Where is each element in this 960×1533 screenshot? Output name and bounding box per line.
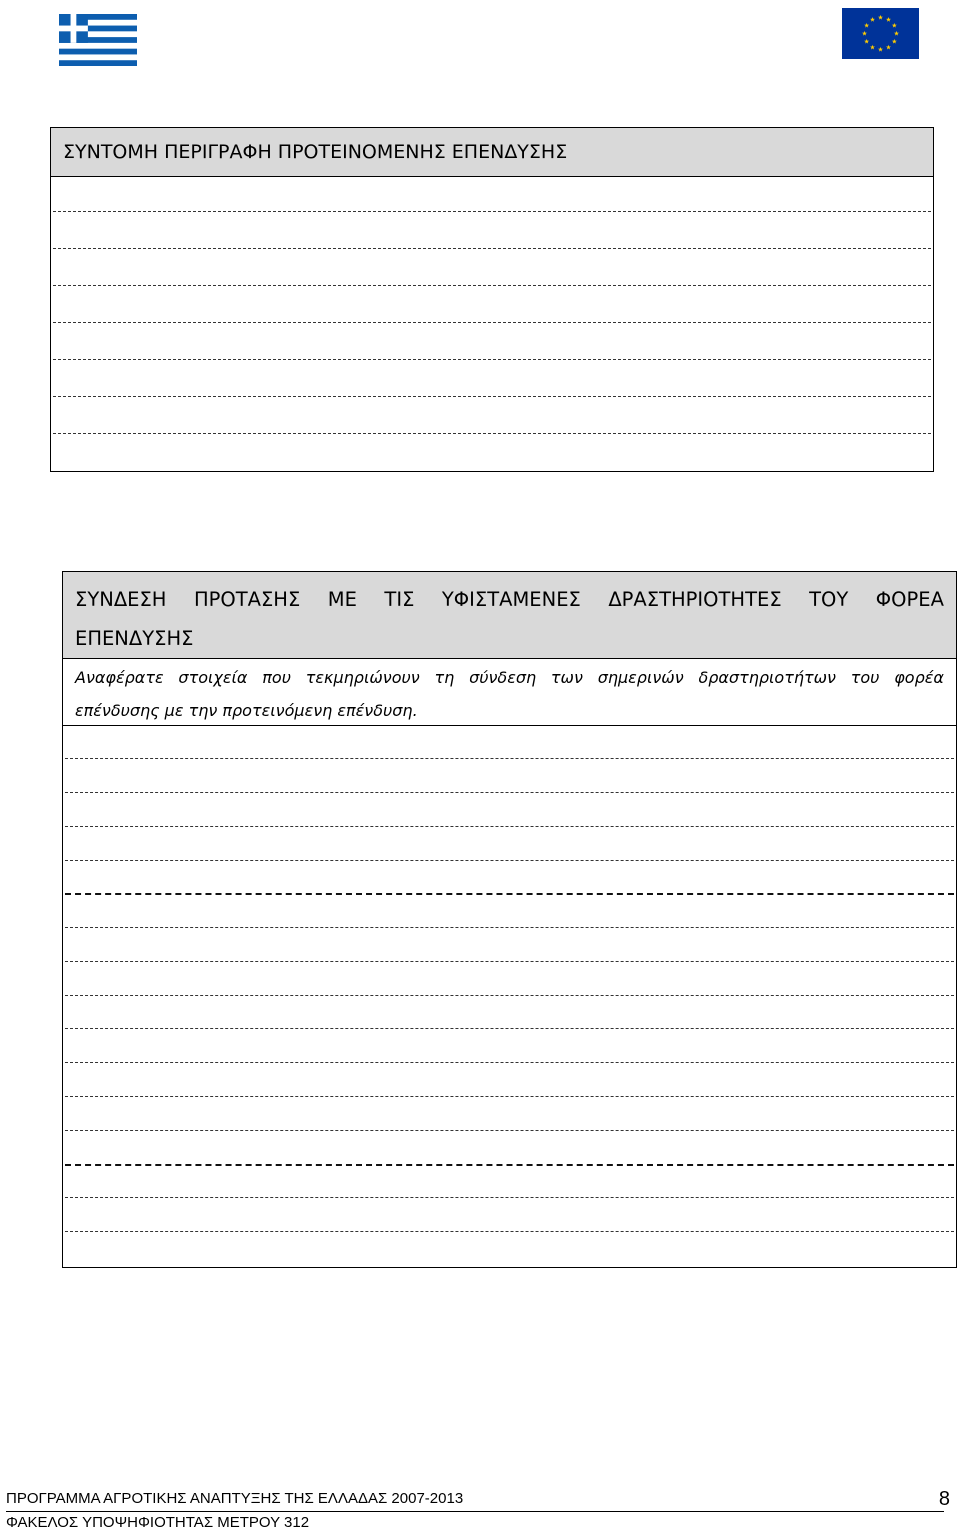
answer-line: [65, 961, 954, 962]
answer-line: [53, 359, 931, 360]
activities-connection-instruction: [63, 659, 956, 726]
answer-line: [65, 860, 954, 861]
investment-description-section: [50, 127, 934, 472]
activities-connection-section: [62, 571, 957, 1268]
footer-file: ΦΑΚΕΛΟΣ ΥΠΟΨΗΦΙΟΤΗΤΑΣ ΜΕΤΡΟΥ 312: [6, 1514, 310, 1531]
answer-line: [65, 893, 954, 895]
answer-line: [53, 396, 931, 397]
answer-line: [65, 995, 954, 996]
answer-line: [65, 1096, 954, 1097]
answer-line: [53, 248, 931, 249]
answer-line: [65, 758, 954, 759]
answer-line: [65, 792, 954, 793]
instruction-line2: επένδυσης με την προτεινόμενη επένδυση.: [75, 701, 418, 720]
answer-line: [65, 1231, 954, 1232]
answer-line: [53, 211, 931, 212]
instruction-line1: Αναφέρατε στοιχεία που τεκμηριώνουν τη σύνδεση των σημερινών δραστηριοτήτων του φορέα: [75, 668, 944, 687]
answer-line: [53, 285, 931, 286]
footer-program: ΠΡΟΓΡΑΜΜΑ ΑΓΡΟΤΙΚΗΣ ΑΝΑΠΤΥΞΗΣ ΤΗΣ ΕΛΛΑΔΑΣ 2007-2013: [6, 1490, 464, 1507]
answer-line: [65, 826, 954, 827]
answer-line: [65, 1164, 954, 1166]
activities-connection-title-line1: ΣΥΝΔΕΣΗ ΠΡΟΤΑΣΗΣ ΜΕ ΤΙΣ ΥΦΙΣΤΑΜΕΝΕΣ ΔΡΑΣΤΗΡΙΟΤΗΤΕΣ ΤΟΥ ΦΟΡΕΑ: [75, 588, 944, 611]
eu-flag-icon: [842, 8, 919, 59]
activities-connection-title-line2: ΕΠΕΝΔΥΣΗΣ: [75, 627, 194, 650]
answer-line: [65, 1197, 954, 1198]
greek-flag-icon: [59, 14, 137, 66]
answer-line: [65, 927, 954, 928]
answer-line: [53, 322, 931, 323]
activities-connection-title: [63, 572, 956, 659]
page-number: 8: [938, 1488, 950, 1510]
answer-line: [53, 433, 931, 434]
investment-description-title: ΣΥΝΤΟΜΗ ΠΕΡΙΓΡΑΦΗ ΠΡΟΤΕΙΝΟΜΕΝΗΣ ΕΠΕΝΔΥΣΗΣ: [51, 128, 933, 177]
answer-line: [65, 1130, 954, 1131]
answer-line: [65, 1028, 954, 1029]
investment-description-answer-area[interactable]: [51, 177, 933, 471]
activities-connection-answer-area[interactable]: [63, 726, 956, 1266]
page-footer: [6, 1487, 950, 1512]
answer-line: [65, 1062, 954, 1063]
